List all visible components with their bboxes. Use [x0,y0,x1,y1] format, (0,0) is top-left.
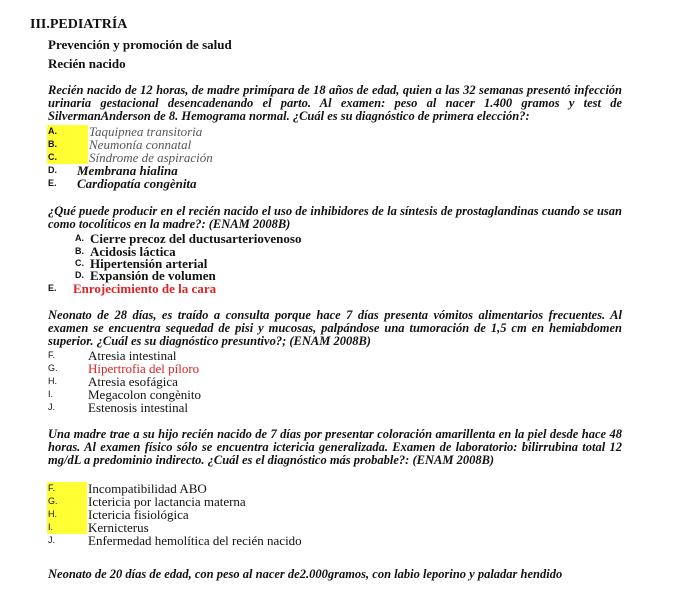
question-3-text: Neonato de 28 días, es traído a consulta porque hace 7 días presenta vómitos alimentarios frecuentes. Al examen se encuentra sequedad de pisi y mucosas, palpándose una tumoración de 1,5 cm en hemiabdomen superior. ¿Cuál es su diagnóstico presuntivo?; (ENAM 2008B) [48,308,622,348]
option-text: Cierre precoz del ductusarteriovenoso [90,231,302,246]
option-text: Megacolon congènito [88,387,201,402]
option-text-answer: Hipertrofia del píloro [88,361,200,376]
option-letter: I. [48,522,54,532]
option-letter: A. [48,126,57,136]
option-text: Kernicterus [88,520,149,535]
option-text: Hipertensión arterial [90,256,208,271]
question-5-text: Neonato de 20 días de edad, con peso al nacer de2.000gramos, con labio leporino y paladar hendido [48,567,563,581]
option-letter: E. [48,283,57,293]
section-title: III.PEDIATRÍA [30,17,128,32]
option-letter: H. [48,509,57,519]
option-letter: J. [48,535,56,545]
option-text: Síndrome de aspiración [89,150,213,165]
option-letter: A. [75,233,84,243]
option-letter: C. [75,258,84,268]
option-text: Cardiopatía congènita [77,176,197,191]
option-letter: B. [75,246,84,256]
option-text: Acidosis láctica [90,244,176,259]
option-text: Enfermedad hemolítica del recién nacido [88,533,302,548]
subtitle-prevention: Prevención y promoción de salud [48,37,232,52]
question-4-text: Una madre trae a su hijo recién nacido de 7 días por presentar coloración amarillenta en la piel desde hace 48 horas. Al examen físico sólo se encuentra ictericia generalizada. Examen de laboratorio: bilirrubina total 12 mg/dL a predominio indirecto. ¿Cuál es el diagnóstico más probable?: (ENAM 2008B) [48,427,622,467]
option-letter: C. [48,152,57,162]
option-letter: J. [48,402,56,412]
option-letter: H. [48,376,57,386]
option-letter: D. [48,165,57,175]
option-letter: I. [48,389,54,399]
option-text: Taquipnea transitoria [89,124,203,139]
option-text: Neumonía connatal [89,137,192,152]
question-1-text: Recién nacido de 12 horas, de madre primípara de 18 años de edad, quien a las 32 semanas presentó infección urinaria gestacional desencadenando el parto. Al examen: peso al nacer 1.400 gramos y test de SilvermanAnderson de 8. Hemograma normal. ¿Cuál es su diagnóstico de primera elección?: [48,83,622,123]
option-letter: F. [48,483,56,493]
option-letter: B. [48,139,57,149]
option-letter: G. [48,363,58,373]
option-letter: F. [48,350,56,360]
option-text: Incompatibilidad ABO [88,481,207,496]
option-letter: E. [48,178,57,188]
option-text-answer: Enrojecimiento de la cara [73,281,217,296]
option-letter: D. [75,270,84,280]
option-text: Atresia intestinal [88,348,177,363]
option-text: Ictericia fisiológica [88,507,189,522]
option-text: Estenosis intestinal [88,400,189,415]
subtitle-newborn: Recién nacido [48,56,126,71]
option-text: Expansión de volumen [90,268,216,283]
option-text: Ictericia por lactancia materna [88,494,246,509]
option-text: Atresia esofágica [88,374,178,389]
option-letter: G. [48,496,58,506]
option-text: Membrana hialina [77,163,178,178]
question-2-text: ¿Qué puede producir en el recién nacido el uso de inhibidores de la síntesis de prostaglandinas cuando se usan como tocolíticos en la madre?: (ENAM 2008B) [48,204,622,231]
